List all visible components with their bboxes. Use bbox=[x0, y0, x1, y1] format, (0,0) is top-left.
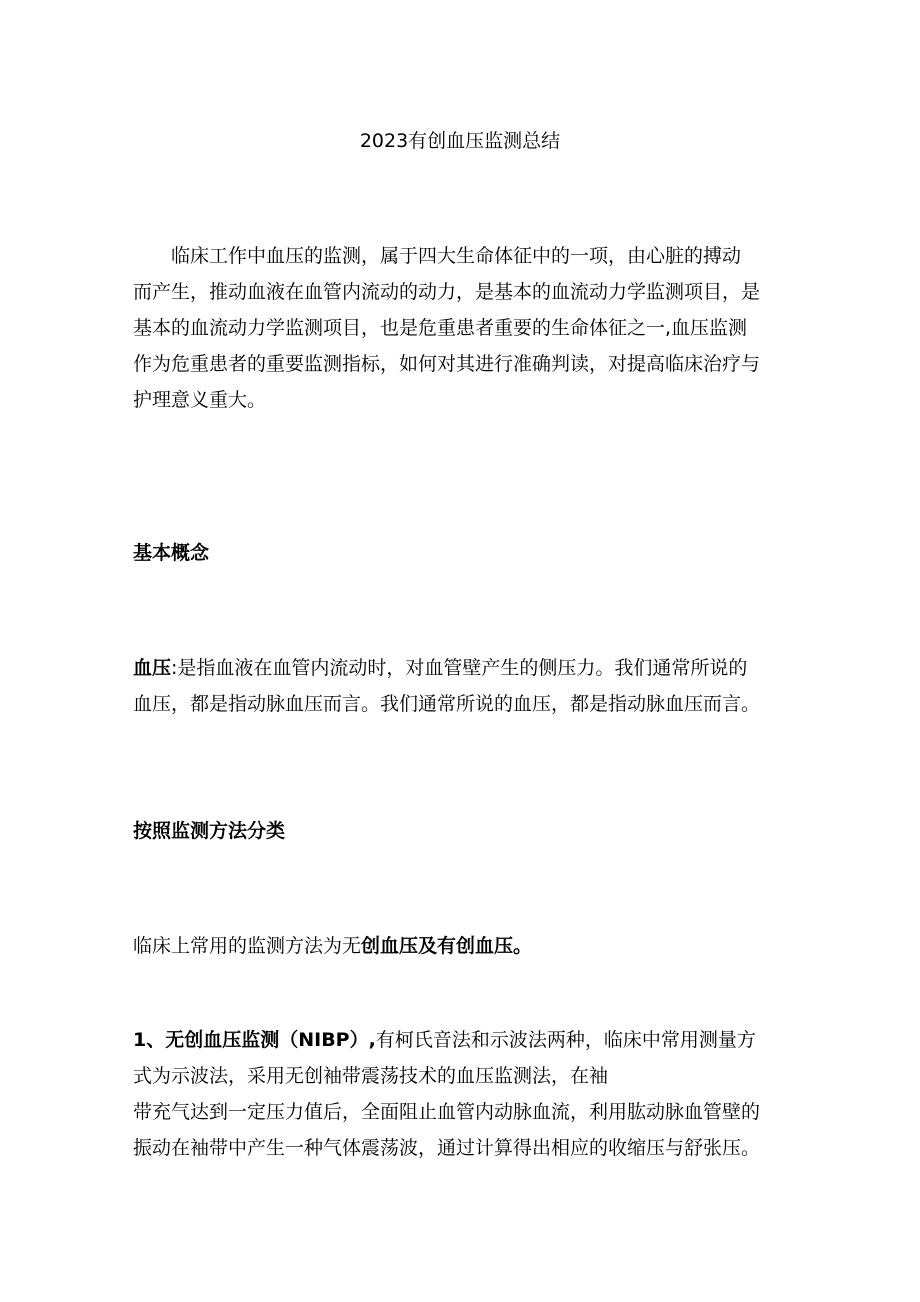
intro-line: 护理意义重大。 bbox=[133, 389, 267, 411]
section-heading-basic: 基本概念 bbox=[133, 542, 210, 564]
nibp-paragraph bbox=[133, 1022, 805, 1166]
bp-term: 血压 bbox=[133, 657, 172, 679]
bp-definition-line bbox=[133, 650, 805, 686]
bp-definition-paragraph bbox=[133, 650, 805, 722]
intro-paragraph bbox=[133, 238, 805, 418]
methods-intro-line bbox=[133, 928, 805, 964]
section-heading-classify: 按照监测方法分类 bbox=[133, 820, 286, 842]
methods-intro-paragraph bbox=[133, 928, 805, 964]
bp-definition-text: :是指血液在血管内流动时，对血管壁产生的侧压力。我们通常所说的 bbox=[171, 657, 748, 679]
bp-definition-line: 血压，都是指动脉血压而言。我们通常所说的血压，都是指动脉血压而言。 bbox=[133, 693, 761, 715]
methods-intro-bold: 创血压及有创血压。 bbox=[361, 935, 533, 957]
nibp-heading: 1、无创血压监测（NIBP）, bbox=[133, 1029, 376, 1051]
intro-line: 作为危重患者的重要监测指标，如何对其进行准确判读，对提高临床治疗与 bbox=[133, 353, 761, 375]
nibp-line: 振动在袖带中产生一种气体震荡波，通过计算得出相应的收缩压与舒张压。 bbox=[133, 1137, 761, 1159]
nibp-text: 有柯氏音法和示波法两种，临床中常用测量方 bbox=[375, 1029, 756, 1051]
nibp-line bbox=[133, 1022, 805, 1058]
nibp-line: 带充气达到一定压力值后，全面阻止血管内动脉血流，利用肱动脉血管壁的 bbox=[133, 1101, 761, 1123]
intro-line: 基本的血流动力学监测项目，也是危重患者重要的生命体征之一,血压监测 bbox=[133, 317, 748, 339]
methods-intro-prefix: 临床上常用的监测方法为无 bbox=[133, 935, 362, 957]
intro-line: 临床工作中血压的监测，属于四大生命体征中的一项，由心脏的搏动 bbox=[171, 245, 742, 267]
document-title: 2023有创血压监测总结 bbox=[359, 130, 561, 152]
intro-line: 而产生，推动血液在血管内流动的动力，是基本的血流动力学监测项目，是 bbox=[133, 281, 761, 303]
nibp-line: 式为示波法，采用无创袖带震荡技术的血压监测法，在袖 bbox=[133, 1065, 609, 1087]
